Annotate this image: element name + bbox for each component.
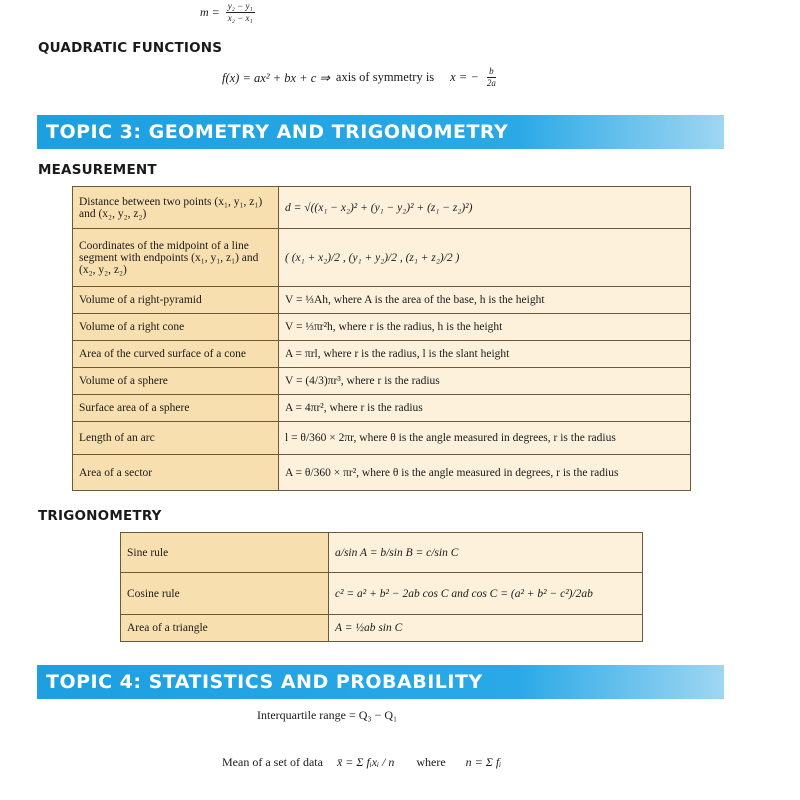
mean-label: Mean of a set of data [222, 755, 323, 769]
table-row [73, 287, 691, 314]
quadratic-fraction [485, 67, 498, 88]
row-label: Cosine rule [121, 573, 329, 615]
table-row [73, 395, 691, 422]
table-row [73, 314, 691, 341]
row-label: Coordinates of the midpoint of a line segment with endpoints (x₁, y₁, z₁) and (x₂, y₂, z₂) [73, 229, 279, 287]
topic3-banner: TOPIC 3: GEOMETRY AND TRIGONOMETRY [37, 115, 724, 149]
row-label: Surface area of a sphere [73, 395, 279, 422]
row-label: Distance between two points (x₁, y₁, z₁) and (x₂, y₂, z₂) [73, 187, 279, 229]
row-formula: V = (4/3)πr³, where r is the radius [279, 368, 691, 395]
quadratic-axis-text: axis of symmetry is [335, 70, 435, 84]
quadratic-numerator: b [489, 66, 494, 76]
row-label: Volume of a sphere [73, 368, 279, 395]
quadratic-formula: f(x) = ax² + bx + c ⇒ [222, 70, 330, 85]
row-formula: A = 4πr², where r is the radius [279, 395, 691, 422]
gradient-formula [200, 2, 255, 23]
topic4-banner: TOPIC 4: STATISTICS AND PROBABILITY [37, 665, 724, 699]
quadratic-heading: QUADRATIC FUNCTIONS [38, 40, 223, 56]
row-formula: A = ½ab sin C [329, 615, 643, 642]
row-label: Area of a triangle [121, 615, 329, 642]
gradient-denominator: x₂ − x₁ [227, 13, 253, 23]
row-formula: V = ⅓Ah, where A is the area of the base, h is the height [279, 287, 691, 314]
iqr-line [257, 708, 397, 723]
row-label: Area of the curved surface of a cone [73, 341, 279, 368]
table-row [73, 422, 691, 455]
table-row [73, 368, 691, 395]
table-row [73, 341, 691, 368]
row-label: Length of an arc [73, 422, 279, 455]
iqr-formula: Interquartile range = Q₃ − Q₁ [257, 708, 398, 722]
mean-line [222, 755, 501, 770]
trigonometry-table [120, 532, 643, 642]
table-row [121, 615, 643, 642]
n-formula: n = Σ fᵢ [465, 755, 502, 769]
quadratic-denominator: 2a [486, 78, 496, 88]
mean-formula: x̄ = Σ fᵢxᵢ / n [336, 755, 395, 769]
row-label: Area of a sector [73, 455, 279, 491]
trigonometry-heading: TRIGONOMETRY [38, 508, 162, 524]
table-row [121, 533, 643, 573]
row-formula: A = θ/360 × πr², where θ is the angle measured in degrees, r is the radius [279, 455, 691, 491]
row-formula: c² = a² + b² − 2ab cos C and cos C = (a² + b² − c²)/2ab [329, 573, 643, 615]
row-label: Volume of a right-pyramid [73, 287, 279, 314]
row-label: Sine rule [121, 533, 329, 573]
gradient-fraction [226, 2, 255, 23]
gradient-m: m = [200, 5, 220, 19]
table-row [121, 573, 643, 615]
measurement-heading: MEASUREMENT [38, 162, 157, 178]
quadratic-x: x = − [450, 70, 479, 84]
row-formula: d = √((x₁ − x₂)² + (y₁ − y₂)² + (z₁ − z₂)²) [279, 187, 691, 229]
row-label: Volume of a right cone [73, 314, 279, 341]
row-formula: a/sin A = b/sin B = c/sin C [329, 533, 643, 573]
table-row [73, 187, 691, 229]
mean-where: where [416, 755, 446, 769]
table-row [73, 229, 691, 287]
row-formula: l = θ/360 × 2πr, where θ is the angle measured in degrees, r is the radius [279, 422, 691, 455]
measurement-table [72, 186, 691, 491]
gradient-numerator: y₂ − y₁ [227, 1, 253, 11]
table-row [73, 455, 691, 491]
row-formula: V = ⅓πr²h, where r is the radius, h is the height [279, 314, 691, 341]
quadratic-formula-line [222, 67, 498, 88]
row-formula: ( (x₁ + x₂)/2 , (y₁ + y₂)/2 , (z₁ + z₂)/2 ) [279, 229, 691, 287]
row-formula: A = πrl, where r is the radius, l is the slant height [279, 341, 691, 368]
